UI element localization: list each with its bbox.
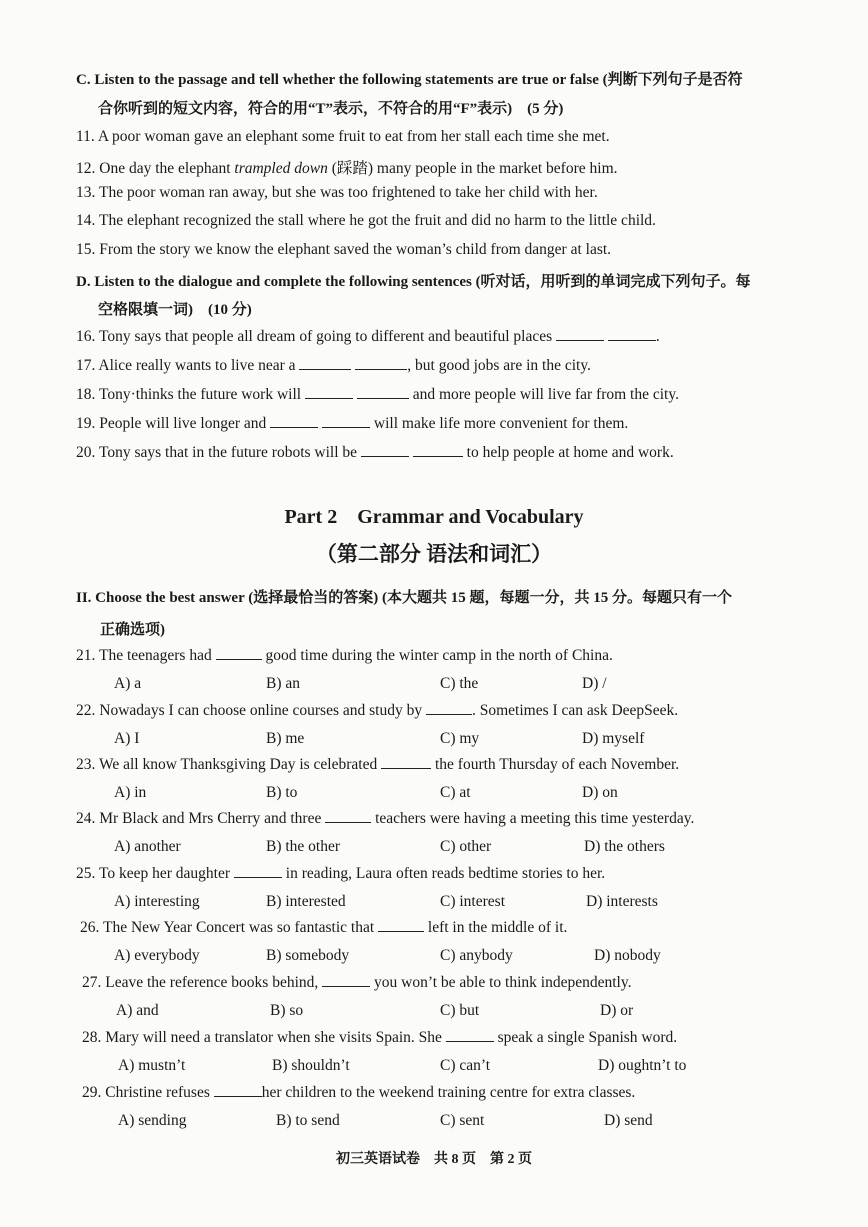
question-20-text: 20. Tony says that in the future robots will be xyxy=(76,444,358,461)
option-c[interactable]: C) can’t xyxy=(440,1057,491,1074)
question-17 xyxy=(76,357,591,375)
statement-14: 14. The elephant recognized the stall where he got the fruit and did no harm to the little child. xyxy=(76,212,656,229)
answer-blank[interactable] xyxy=(413,444,463,457)
answer-blank[interactable] xyxy=(361,444,409,457)
option-a[interactable]: A) everybody xyxy=(114,947,200,964)
question-text: 25. To keep her daughter xyxy=(76,865,231,882)
option-d[interactable]: D) or xyxy=(600,1002,634,1019)
question-27 xyxy=(82,974,631,992)
statement-12-post: (踩踏) many people in the market before him. xyxy=(327,160,618,177)
answer-blank[interactable] xyxy=(355,357,407,370)
option-a[interactable]: A) interesting xyxy=(114,893,200,910)
option-c[interactable]: C) at xyxy=(440,784,471,801)
option-d[interactable]: D) send xyxy=(604,1112,653,1129)
question-text-end: good time during the winter camp in the north of China. xyxy=(265,647,613,664)
question-24 xyxy=(76,810,694,828)
question-text: 29. Christine refuses xyxy=(82,1084,210,1101)
question-29 xyxy=(82,1084,635,1102)
option-c[interactable]: C) the xyxy=(440,675,479,692)
question-22 xyxy=(76,702,678,720)
question-17-end: , but good jobs are in the city. xyxy=(407,357,591,374)
option-d[interactable]: D) oughtn’t to xyxy=(598,1057,687,1074)
answer-blank[interactable] xyxy=(270,415,318,428)
section-c-title-line2: 合你听到的短文内容，符合的用“T”表示，不符合的用“F”表示) (5 分) xyxy=(98,101,564,117)
option-a[interactable]: A) another xyxy=(114,838,181,855)
answer-blank[interactable] xyxy=(322,415,370,428)
option-b[interactable]: B) me xyxy=(266,730,305,747)
answer-blank[interactable] xyxy=(357,386,409,399)
answer-blank[interactable] xyxy=(556,328,604,341)
answer-blank[interactable] xyxy=(381,756,431,769)
answer-blank[interactable] xyxy=(378,919,424,932)
option-a[interactable]: A) sending xyxy=(118,1112,187,1129)
option-a[interactable]: A) and xyxy=(116,1002,159,1019)
question-text: 22. Nowadays I can choose online courses and study by xyxy=(76,702,423,719)
option-c[interactable]: C) other xyxy=(440,838,492,855)
option-c[interactable]: C) anybody xyxy=(440,947,513,964)
option-c[interactable]: C) my xyxy=(440,730,480,747)
page-footer: 初三英语试卷 共 8 页 第 2 页 xyxy=(336,1152,532,1167)
statement-12 xyxy=(76,156,618,178)
option-a[interactable]: A) in xyxy=(114,784,147,801)
answer-blank[interactable] xyxy=(305,386,353,399)
question-23 xyxy=(76,756,679,774)
section-ii-title-line2: 正确选项) xyxy=(100,622,165,638)
part-2-subtitle: （第二部分 语法和词汇） xyxy=(315,542,553,566)
option-d[interactable]: D) the others xyxy=(584,838,665,855)
option-c[interactable]: C) interest xyxy=(440,893,505,910)
question-19 xyxy=(76,415,628,433)
option-b[interactable]: B) an xyxy=(266,675,301,692)
statement-12-pre: 12. One day the elephant xyxy=(76,160,235,177)
question-text: 28. Mary will need a translator when she visits Spain. She xyxy=(82,1029,442,1046)
option-b[interactable]: B) shouldn’t xyxy=(272,1057,350,1074)
section-ii-title-line1: II. Choose the best answer (选择最恰当的答案) (本大题共 15 题，每题一分，共 15 分。每题只有一个 xyxy=(76,590,732,606)
question-20-end: to help people at home and work. xyxy=(466,444,674,461)
question-25 xyxy=(76,865,605,883)
answer-blank[interactable] xyxy=(322,974,370,987)
option-a[interactable]: A) a xyxy=(114,675,142,692)
option-d[interactable]: D) myself xyxy=(582,730,645,747)
question-text-end: speak a single Spanish word. xyxy=(497,1029,678,1046)
question-text-end: . Sometimes I can ask DeepSeek. xyxy=(471,702,679,719)
question-text-end: you won’t be able to think independently. xyxy=(374,974,632,991)
answer-blank[interactable] xyxy=(234,865,282,878)
question-26 xyxy=(80,919,567,937)
question-text: 24. Mr Black and Mrs Cherry and three xyxy=(76,810,322,827)
question-16 xyxy=(76,328,660,346)
question-text: 27. Leave the reference books behind, xyxy=(82,974,319,991)
question-28 xyxy=(82,1029,677,1047)
question-20 xyxy=(76,444,674,462)
question-text-end: in reading, Laura often reads bedtime stories to her. xyxy=(285,865,606,882)
statement-15: 15. From the story we know the elephant saved the woman’s child from danger at last. xyxy=(76,241,612,258)
answer-blank[interactable] xyxy=(325,810,371,823)
answer-blank[interactable] xyxy=(426,702,472,715)
option-b[interactable]: B) somebody xyxy=(266,947,350,964)
section-d-title-line2: 空格限填一词) (10 分) xyxy=(98,302,252,318)
option-a[interactable]: A) I xyxy=(114,730,140,747)
question-17-text: 17. Alice really wants to live near a xyxy=(76,357,296,374)
question-18-text: 18. Tony·thinks the future work will xyxy=(76,386,302,403)
option-d[interactable]: D) / xyxy=(582,675,607,692)
option-c[interactable]: C) but xyxy=(440,1002,480,1019)
option-c[interactable]: C) sent xyxy=(440,1112,485,1129)
section-c-title-line1: C. Listen to the passage and tell whether the following statements are true or false (判断下列句子是否符 xyxy=(76,72,743,88)
answer-blank[interactable] xyxy=(299,357,351,370)
part-2-title: Part 2 Grammar and Vocabulary xyxy=(284,506,584,528)
option-d[interactable]: D) interests xyxy=(586,893,658,910)
question-text: 23. We all know Thanksgiving Day is celebrated xyxy=(76,756,378,773)
question-text: 21. The teenagers had xyxy=(76,647,212,664)
question-text-end: left in the middle of it. xyxy=(427,919,568,936)
question-text-end: the fourth Thursday of each November. xyxy=(434,756,680,773)
option-b[interactable]: B) to xyxy=(266,784,298,801)
question-18 xyxy=(76,386,679,404)
statement-13: 13. The poor woman ran away, but she was too frightened to take her child with her. xyxy=(76,184,598,201)
question-19-end: will make life more convenient for them. xyxy=(373,415,629,432)
option-a[interactable]: A) mustn’t xyxy=(118,1057,186,1074)
option-b[interactable]: B) interested xyxy=(266,893,346,910)
option-d[interactable]: D) on xyxy=(582,784,618,801)
statement-11: 11. A poor woman gave an elephant some fruit to eat from her stall each time she met. xyxy=(76,128,610,145)
answer-blank[interactable] xyxy=(446,1029,494,1042)
question-19-text: 19. People will live longer and xyxy=(76,415,267,432)
section-d-title-line1: D. Listen to the dialogue and complete the following sentences (听对话，用听到的单词完成下列句子。每 xyxy=(76,274,751,290)
question-text-end: teachers were having a meeting this time yesterday. xyxy=(375,810,695,827)
question-text: 26. The New Year Concert was so fantastic that xyxy=(80,919,375,936)
answer-blank[interactable] xyxy=(216,647,262,660)
statement-12-italic: trampled down xyxy=(234,160,328,177)
option-d[interactable]: D) nobody xyxy=(594,947,661,964)
answer-blank[interactable] xyxy=(608,328,656,341)
answer-blank[interactable] xyxy=(214,1084,262,1097)
question-18-end: and more people will live far from the city. xyxy=(412,386,679,403)
option-b[interactable]: B) the other xyxy=(266,838,341,855)
question-16-end: . xyxy=(655,328,660,345)
question-text-end: her children to the weekend training centre for extra classes. xyxy=(261,1084,636,1101)
question-16-text: 16. Tony says that people all dream of going to different and beautiful places xyxy=(76,328,553,345)
option-b[interactable]: B) so xyxy=(270,1002,304,1019)
option-b[interactable]: B) to send xyxy=(276,1112,340,1129)
question-21 xyxy=(76,647,613,665)
